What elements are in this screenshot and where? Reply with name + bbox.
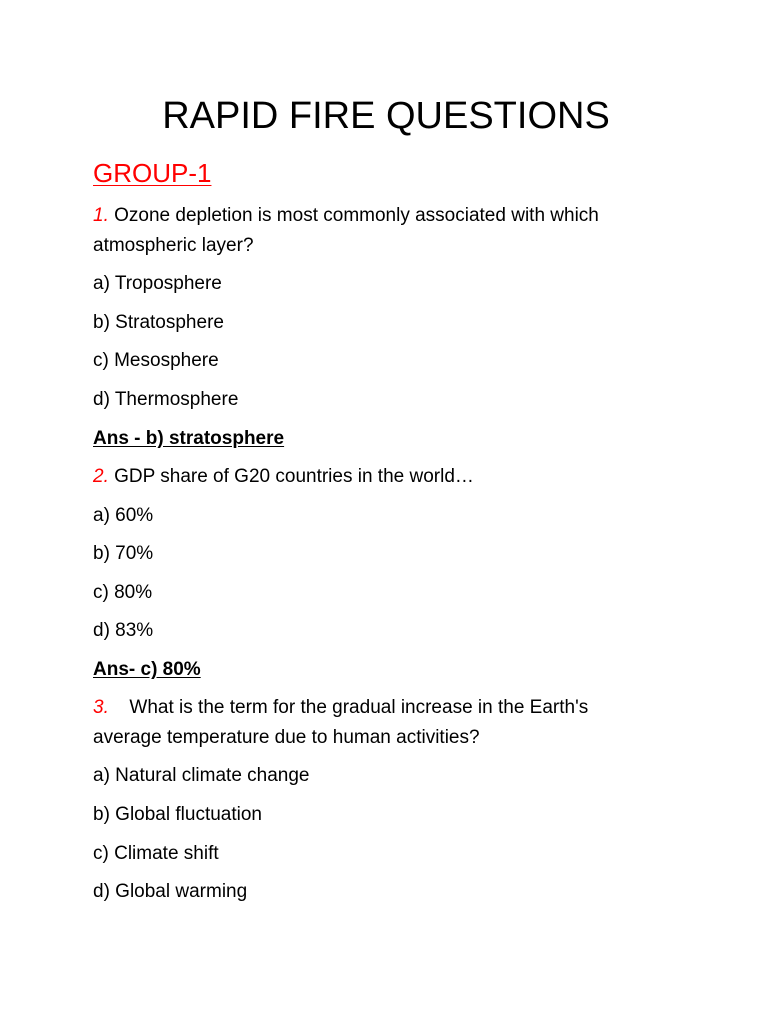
option-b: b) Global fluctuation xyxy=(93,804,262,825)
option-a: a) 60% xyxy=(93,505,154,526)
option-b: b) Stratosphere xyxy=(93,312,224,333)
question-number: 1. xyxy=(93,205,109,226)
option-c: c) Mesosphere xyxy=(93,350,219,371)
option-d: d) Global warming xyxy=(93,881,248,902)
option-c: c) 80% xyxy=(93,582,153,603)
option-a: a) Natural climate change xyxy=(93,765,310,786)
option-d: d) 83% xyxy=(93,620,154,641)
question-text: Ozone depletion is most commonly associated with which xyxy=(114,205,599,226)
question-1-text-continued: atmospheric layer? xyxy=(93,235,254,256)
group-heading: GROUP-1 xyxy=(93,158,212,188)
question-2-text xyxy=(93,464,474,490)
question-text: What is the term for the gradual increase in the Earth's xyxy=(129,697,589,718)
option-b: b) 70% xyxy=(93,543,154,564)
question-1-text xyxy=(93,203,599,229)
option-d: d) Thermosphere xyxy=(93,389,239,410)
answer-1: Ans - b) stratosphere xyxy=(93,428,285,449)
question-3-text xyxy=(93,695,588,721)
question-text: GDP share of G20 countries in the world… xyxy=(114,466,474,487)
question-number: 3. xyxy=(93,697,109,718)
question-number: 2. xyxy=(93,466,109,487)
option-a: a) Troposphere xyxy=(93,273,222,294)
option-c: c) Climate shift xyxy=(93,843,219,864)
page-title: RAPID FIRE QUESTIONS xyxy=(162,95,610,137)
question-3-text-continued: average temperature due to human activities? xyxy=(93,727,480,748)
answer-2: Ans- c) 80% xyxy=(93,659,201,680)
